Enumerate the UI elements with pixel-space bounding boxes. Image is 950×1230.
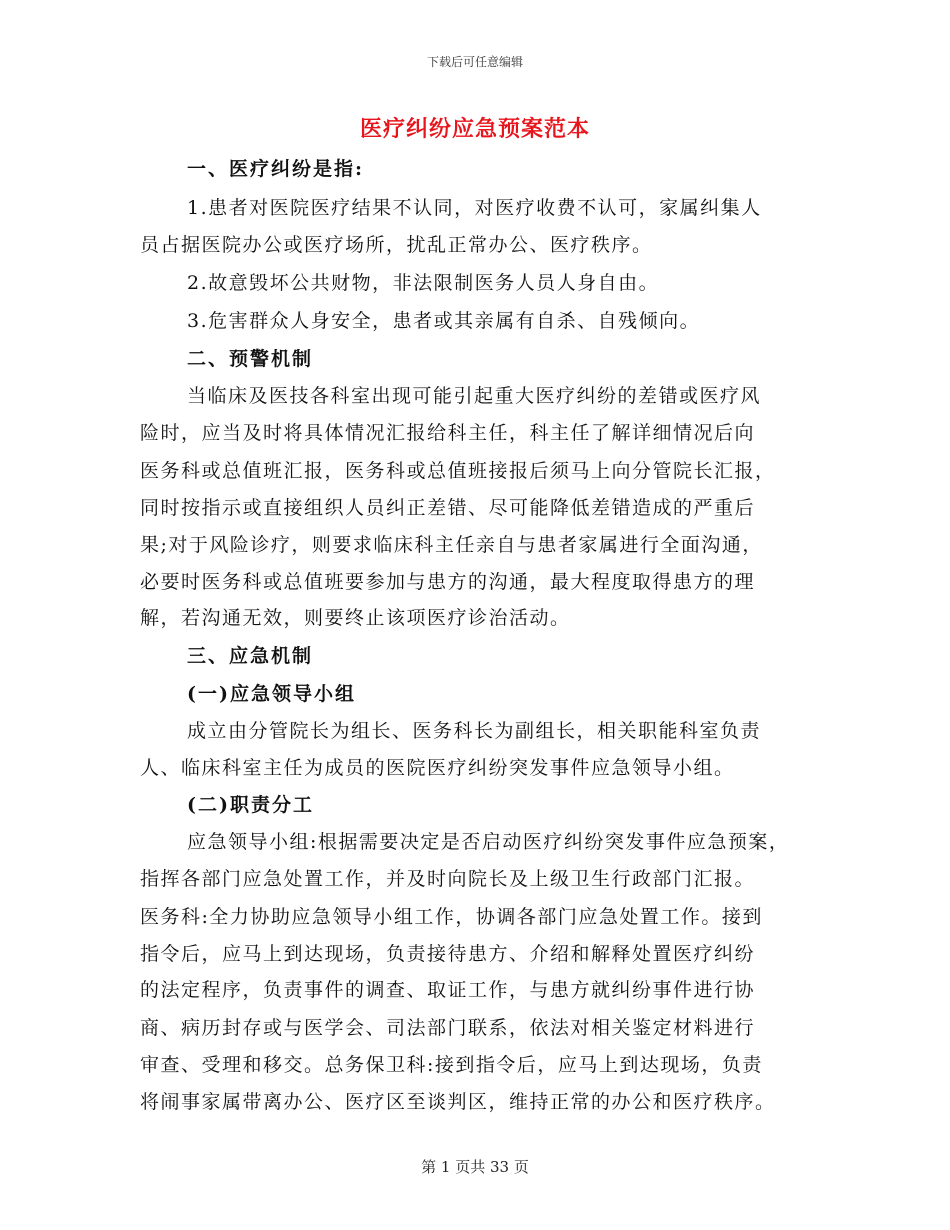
paragraph-line: 险时，应当及时将具体情况汇报给科主任，科主任了解详细情况后向 <box>140 422 756 444</box>
paragraph-line: 2.故意毁坏公共财物，非法限制医务人员人身自由。 <box>187 272 660 294</box>
paragraph-line: 解，若沟通无效，则要终止该项医疗诊治活动。 <box>140 607 571 629</box>
paragraph-line: 指令后，应马上到达现场，负责接待患方、介绍和解释处置医疗纠纷 <box>140 943 756 965</box>
paragraph-line: 人、临床科室主任为成员的医院医疗纠纷突发事件应急领导小组。 <box>140 757 735 779</box>
paragraph-line: 指挥各部门应急处置工作，并及时向院长及上级卫生行政部门汇报。 <box>140 868 756 890</box>
paragraph-line: 医务科:全力协助应急领导小组工作，协调各部门应急处置工作。接到 <box>140 906 763 928</box>
paragraph-line: 同时按指示或直接组织人员纠正差错、尽可能降低差错造成的严重后 <box>140 497 756 519</box>
paragraph-line: 1.患者对医院医疗结果不认同，对医疗收费不认可，家属纠集人 <box>187 197 762 219</box>
subsection-heading-1: (一)应急领导小组 <box>187 683 356 705</box>
paragraph-line: 商、病历封存或与医学会、司法部门联系，依法对相关鉴定材料进行 <box>140 1017 756 1039</box>
paragraph-line: 审查、受理和移交。总务保卫科:接到指令后，应马上到达现场，负责 <box>140 1054 763 1076</box>
paragraph-line: 必要时医务科或总值班要参加与患方的沟通，最大程度取得患方的理 <box>140 571 756 593</box>
paragraph-line: 成立由分管院长为组长、医务科长为副组长，相关职能科室负责 <box>187 720 762 742</box>
section-heading-1: 一、医疗纠纷是指: <box>187 158 365 180</box>
paragraph-line: 应急领导小组:根据需要决定是否启动医疗纠纷突发事件应急预案， <box>187 831 790 853</box>
document-title: 医疗纠纷应急预案范本 <box>359 116 590 142</box>
section-heading-2: 二、预警机制 <box>187 348 314 370</box>
page-number: 第 1 页共 33 页 <box>421 1158 529 1176</box>
subsection-heading-2: (二)职责分工 <box>187 794 314 816</box>
paragraph-line: 的法定程序，负责事件的调查、取证工作，与患方就纠纷事件进行协 <box>140 979 756 1001</box>
paragraph-line: 果;对于风险诊疗，则要求临床科主任亲自与患者家属进行全面沟通， <box>140 534 763 556</box>
paragraph-line: 医务科或总值班汇报，医务科或总值班接报后须马上向分管院长汇报， <box>140 460 776 482</box>
section-heading-3: 三、应急机制 <box>187 645 314 667</box>
paragraph-line: 当临床及医技各科室出现可能引起重大医疗纠纷的差错或医疗风 <box>187 385 762 407</box>
page-header: 下载后可任意编辑 <box>426 55 523 69</box>
paragraph-line: 员占据医院办公或医疗场所，扰乱正常办公、医疗秩序。 <box>140 234 653 256</box>
paragraph-line: 3.危害群众人身安全，患者或其亲属有自杀、自残倾向。 <box>187 310 701 332</box>
paragraph-line: 将闹事家属带离办公、医疗区至谈判区，维持正常的办公和医疗秩序。 <box>140 1091 776 1113</box>
